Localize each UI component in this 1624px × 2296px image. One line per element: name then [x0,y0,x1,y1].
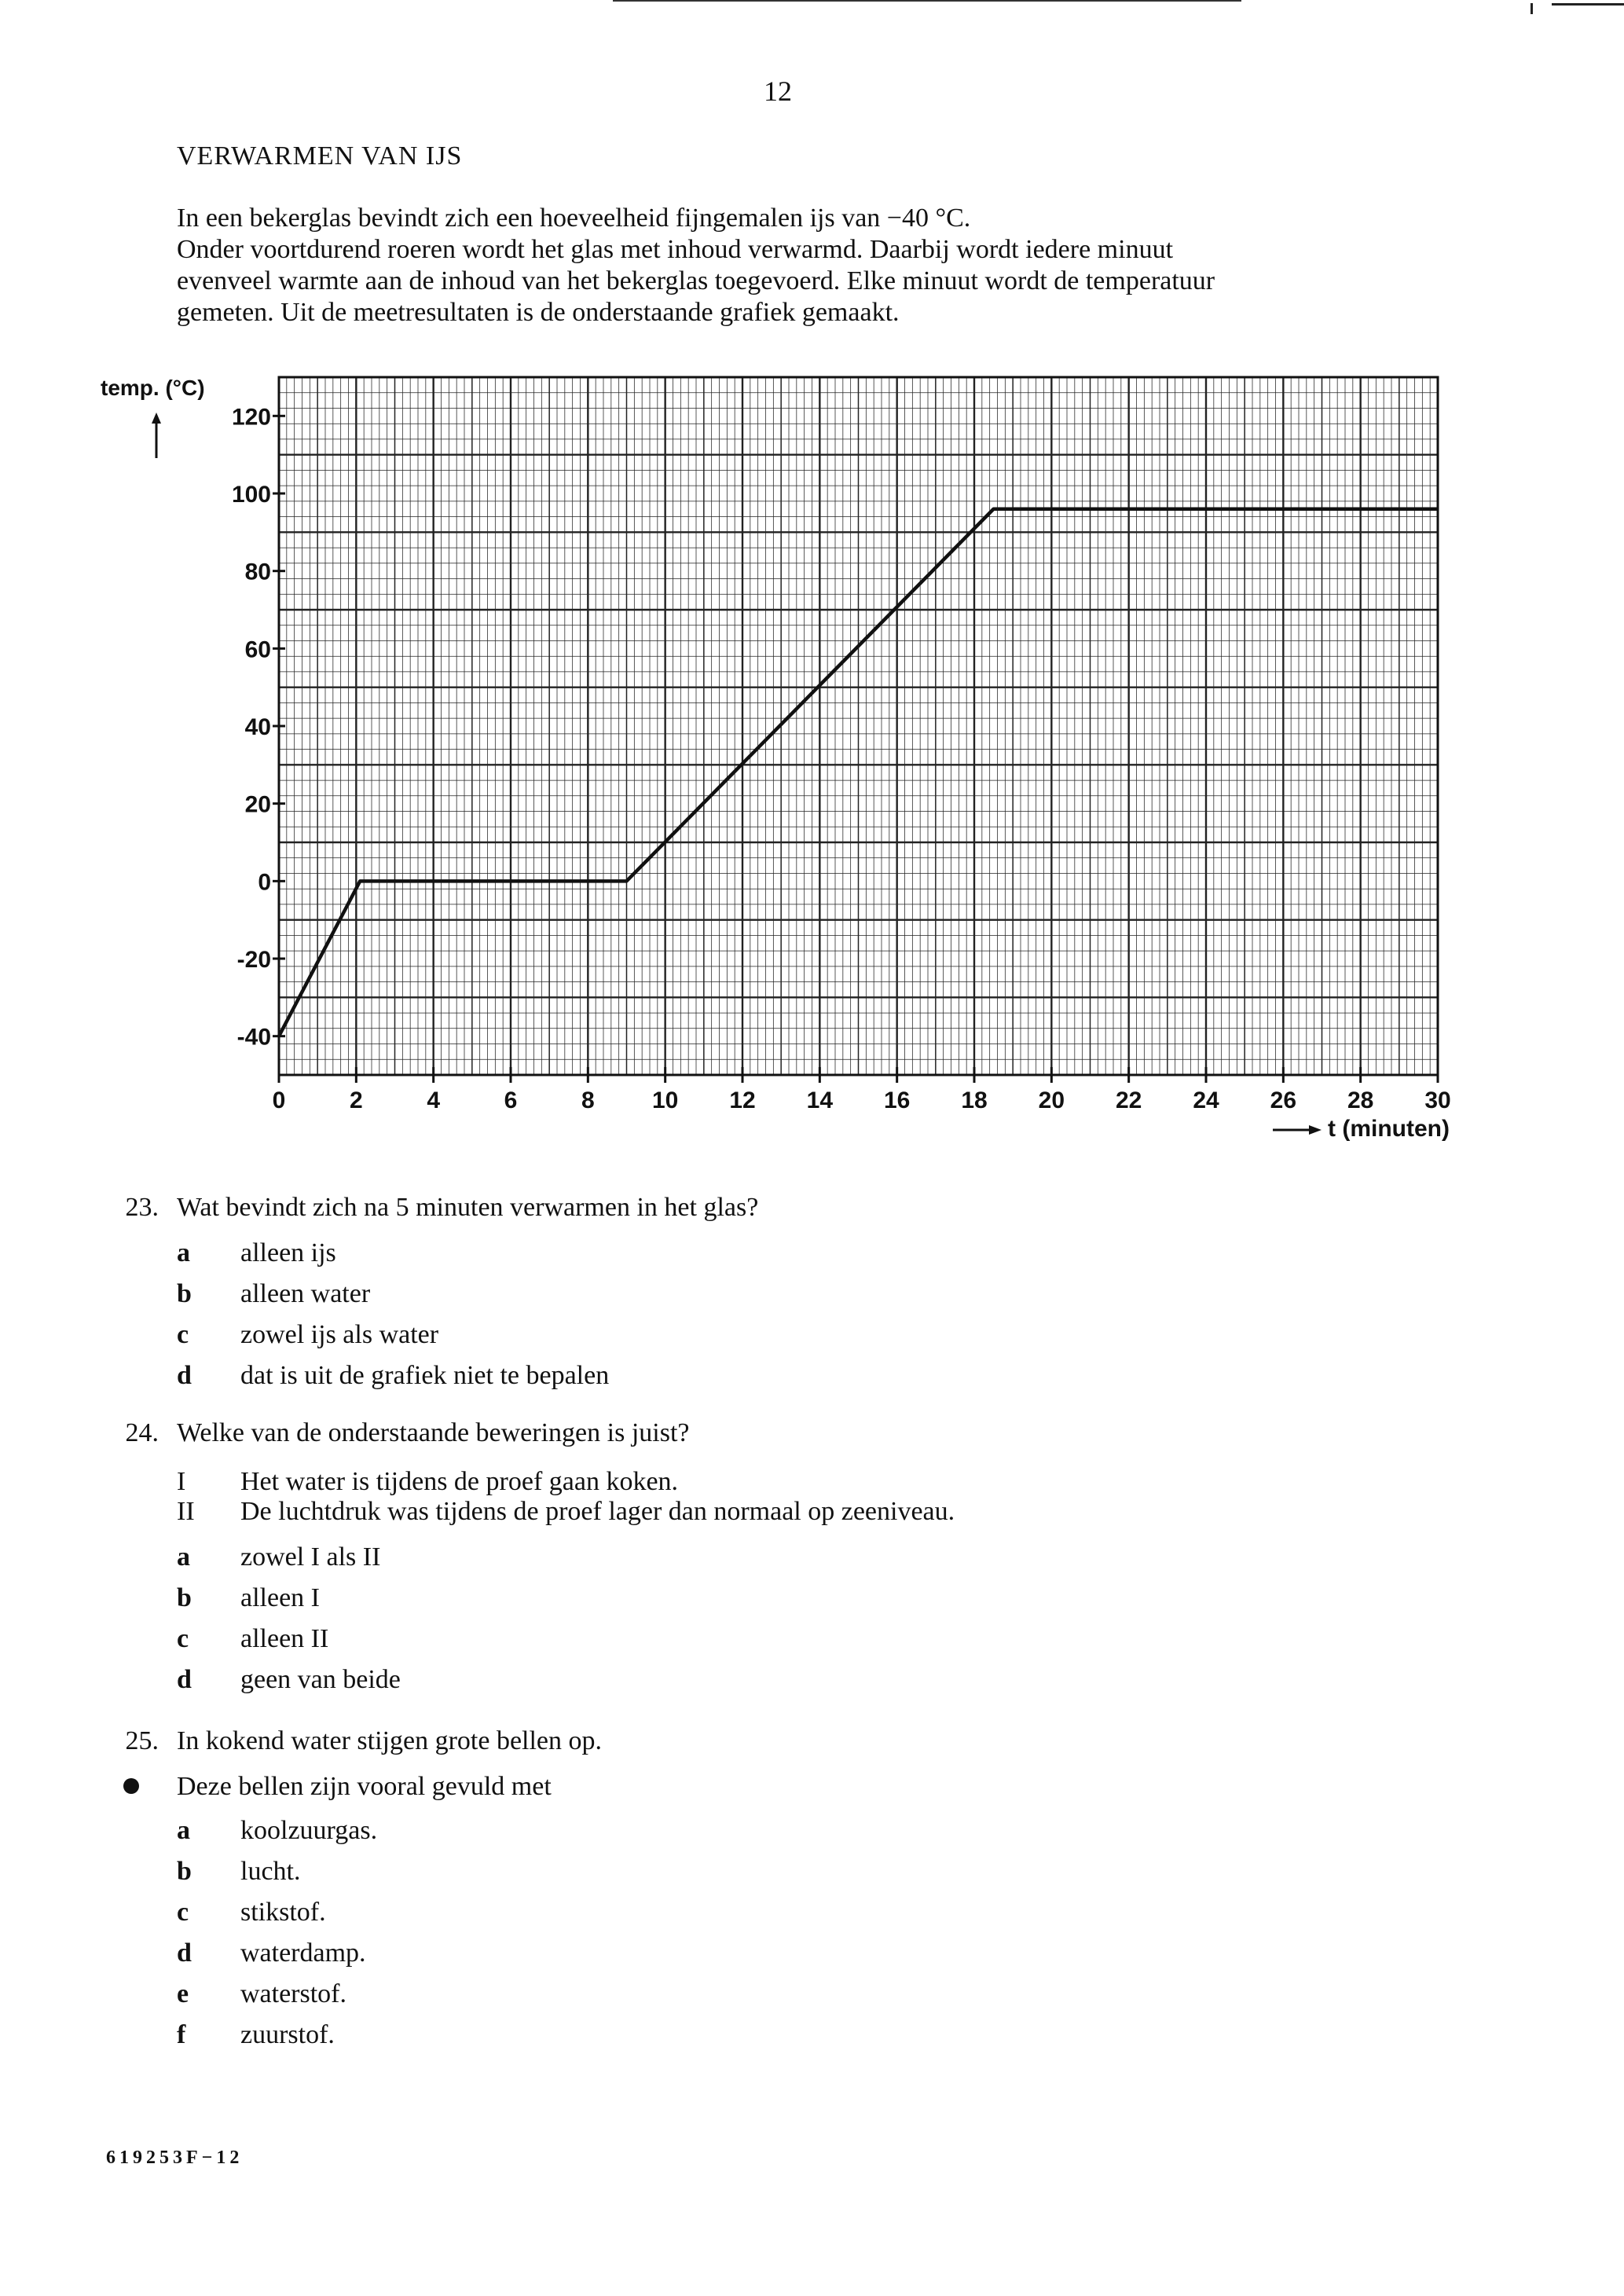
option-text: dat is uit de grafiek niet te bepalen [240,1361,610,1390]
option-key: d [177,1938,192,1968]
statement-key: I [177,1467,186,1496]
x-tick-label: 30 [1424,1087,1451,1113]
option-text: zowel I als II [240,1542,381,1572]
page-number: 12 [764,75,792,107]
option-key: c [177,1320,189,1349]
question-text: Wat bevindt zich na 5 minuten verwarmen in het glas? [177,1193,759,1222]
question-subtext: Deze bellen zijn vooral gevuld met [177,1772,552,1801]
x-tick-label: 6 [504,1087,518,1113]
statement-key: II [177,1497,195,1526]
y-tick-label: 120 [231,404,271,431]
y-tick-label: 80 [244,559,271,585]
statement-text: Het water is tijdens de proef gaan koken. [240,1467,679,1496]
option-key: c [177,1624,189,1653]
x-tick-label: 26 [1270,1087,1297,1113]
statement-text: De luchtdruk was tijdens de proef lager dan normaal op zeeniveau. [240,1497,955,1526]
option-text: zuurstof. [240,2020,335,2049]
question-number: 23. [125,1193,159,1222]
option-text: waterdamp. [240,1938,366,1968]
option-text: lucht. [240,1857,301,1886]
x-tick-label: 24 [1193,1087,1219,1113]
footer-code: 619253F−12 [106,2147,244,2168]
x-tick-label: 12 [729,1087,756,1113]
question-number: 24. [125,1418,159,1447]
intro-line: gemeten. Uit de meetresultaten is de onderstaande grafiek gemaakt. [177,298,900,327]
x-tick-label: 22 [1115,1087,1142,1113]
x-tick-label: 20 [1038,1087,1065,1113]
x-tick-label: 4 [427,1087,441,1113]
intro-line: evenveel warmte aan de inhoud van het bekerglas toegevoerd. Elke minuut wordt de temperatuur [177,266,1215,295]
intro-line: In een bekerglas bevindt zich een hoeveelheid fijngemalen ijs van −40 °C. [177,204,971,233]
x-tick-label: 16 [883,1087,911,1113]
option-key: a [177,1816,190,1845]
x-tick-label: 2 [349,1087,363,1113]
y-tick-label: 60 [244,636,271,663]
option-text: alleen I [240,1583,320,1612]
option-text: alleen II [240,1624,329,1653]
x-axis-label: t (minuten) [1328,1116,1450,1142]
x-tick-label: 28 [1347,1087,1374,1113]
x-tick-label: 14 [806,1087,834,1113]
question-number: 25. [125,1726,159,1755]
option-text: stikstof. [240,1898,326,1927]
option-key: e [177,1979,189,2008]
x-tick-label: 0 [272,1087,286,1113]
option-key: f [177,2020,186,2049]
option-key: d [177,1665,192,1694]
option-text: geen van beide [240,1665,401,1694]
intro-line: Onder voortdurend roeren wordt het glas met inhoud verwarmd. Daarbij wordt iedere minuut [177,235,1174,264]
y-tick-label: 20 [244,791,271,818]
option-key: b [177,1279,192,1308]
up-arrow-icon [150,413,163,458]
y-tick-label: -40 [236,1024,271,1051]
option-text: zowel ijs als water [240,1320,439,1349]
question-text: Welke van de onderstaande beweringen is juist? [177,1418,690,1447]
x-tick-label: 18 [961,1087,988,1113]
option-key: a [177,1542,190,1572]
x-tick-label: 10 [651,1087,679,1113]
option-key: c [177,1898,189,1927]
y-axis-title: temp. (°C) [101,376,205,400]
x-tick-label: 8 [581,1087,595,1113]
x-axis-title [1273,1116,1450,1142]
option-key: b [177,1583,192,1612]
section-title: VERWARMEN VAN IJS [177,141,463,171]
y-tick-label: -20 [236,947,271,973]
y-tick-label: 40 [244,714,271,740]
question-text: In kokend water stijgen grote bellen op. [177,1726,603,1755]
y-tick-label: 100 [231,482,271,508]
option-key: d [177,1361,192,1390]
bullet-icon [123,1778,139,1794]
option-text: koolzuurgas. [240,1816,378,1845]
option-text: alleen water [240,1279,371,1308]
option-key: b [177,1857,192,1886]
option-key: a [177,1238,190,1267]
y-tick-label: 0 [258,869,271,896]
right-arrow-icon [1273,1124,1322,1135]
option-text: waterstof. [240,1979,347,2008]
option-text: alleen ijs [240,1238,336,1267]
